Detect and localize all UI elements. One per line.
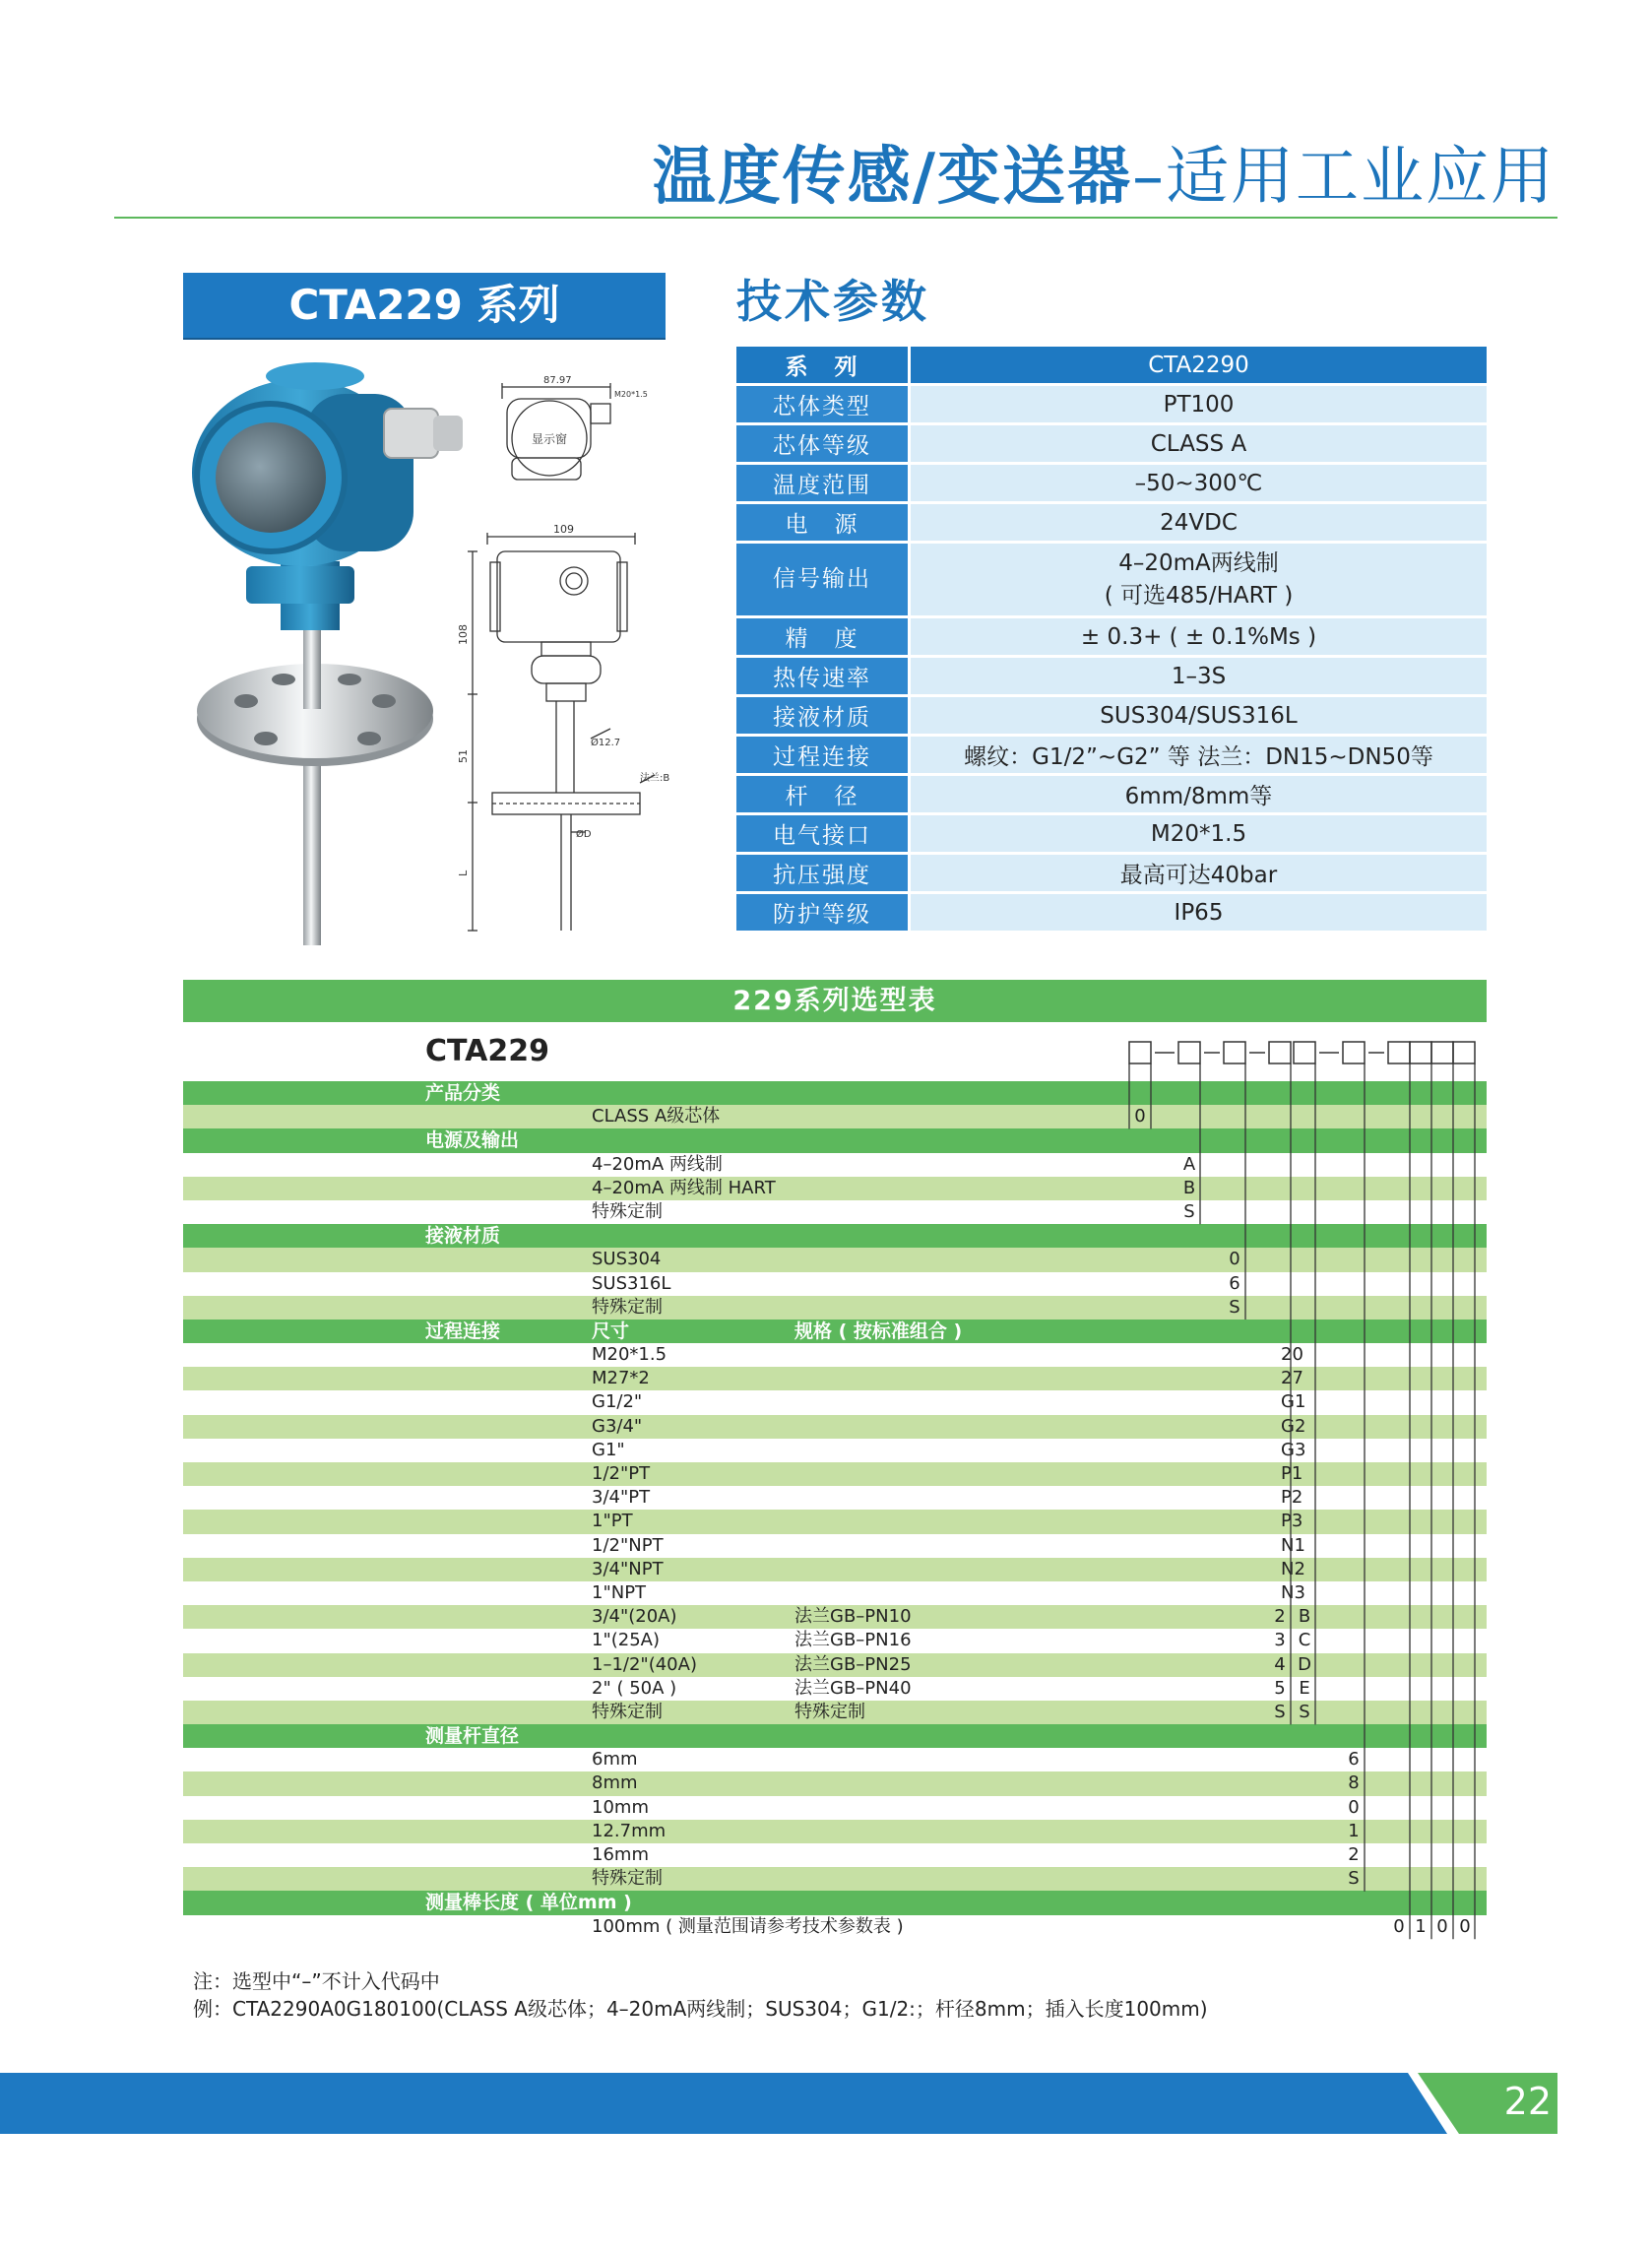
selection-code: P2: [1281, 1487, 1303, 1509]
tech-row: [736, 617, 1487, 657]
selection-c2: 4–20mA 两线制 HART: [592, 1177, 776, 1198]
selection-item-row: [183, 1915, 1487, 1939]
tech-row: [736, 347, 1487, 385]
selection-code: N1: [1281, 1534, 1305, 1556]
selection-c2: 3/4"NPT: [592, 1558, 664, 1579]
selection-item-row: [183, 1748, 1487, 1771]
selection-c3: 法兰GB–PN25: [794, 1653, 912, 1675]
title-light: –适用工业应用: [1132, 141, 1556, 214]
selection-code: G2: [1281, 1415, 1306, 1437]
tech-value: 24VDC: [910, 503, 1488, 543]
selection-item-row: [183, 1820, 1487, 1843]
selection-item-row: [183, 1558, 1487, 1581]
selection-code: 6: [1348, 1749, 1360, 1771]
selection-c2: SUS304: [592, 1249, 662, 1270]
tech-key: 芯体类型: [736, 385, 910, 424]
tech-key: 电气接口: [736, 814, 910, 854]
selection-c2: G1": [592, 1439, 625, 1460]
selection-code: E: [1299, 1677, 1310, 1699]
bracket-mark: [1178, 1042, 1200, 1063]
selection-code: 3: [1274, 1630, 1286, 1651]
selection-code: 2: [1348, 1844, 1360, 1865]
selection-c2: 特殊定制: [592, 1200, 663, 1222]
label-display: 显示窗: [532, 432, 568, 446]
tech-value: IP65: [910, 893, 1488, 933]
tech-row: [736, 854, 1487, 893]
bracket-mark: [1388, 1042, 1410, 1063]
selection-code: 20: [1281, 1344, 1303, 1366]
page-number: 22: [1503, 2080, 1552, 2123]
selection-c2: 100mm ( 测量范围请参考技术参数表 ): [592, 1915, 904, 1937]
selection-c2: 3/4"PT: [592, 1487, 651, 1509]
page-title: [653, 126, 1556, 217]
selection-c2: M27*2: [592, 1368, 650, 1389]
tech-value-line: ( 可选485/HART ): [1104, 582, 1294, 609]
selection-code: S: [1229, 1296, 1240, 1318]
selection-item-row: [183, 1462, 1487, 1486]
tech-value: [910, 543, 1488, 617]
bracket-mark: [1343, 1042, 1365, 1063]
bracket-mark: [1269, 1042, 1291, 1063]
selection-code: 0: [1436, 1915, 1448, 1937]
tech-row: [736, 543, 1487, 617]
selection-item-row: [183, 1272, 1487, 1296]
selection-item-row: [183, 1771, 1487, 1795]
selection-c2: 2" ( 50A ): [592, 1677, 677, 1699]
tech-key: 杆 径: [736, 775, 910, 814]
tech-value: CLASS A: [910, 424, 1488, 464]
selection-item-row: [183, 1486, 1487, 1510]
selection-code: S: [1348, 1868, 1360, 1890]
tech-row: [736, 736, 1487, 775]
selection-c1: 产品分类: [425, 1082, 501, 1104]
selection-code: A: [1182, 1153, 1196, 1175]
dim-l: L: [457, 869, 470, 876]
selection-c2: 1"(25A): [592, 1630, 660, 1651]
selection-c1: 电源及输出: [425, 1129, 520, 1152]
selection-c2: 12.7mm: [592, 1820, 667, 1841]
selection-c2: 1/2"PT: [592, 1463, 651, 1484]
title-bold: 温度传感/变送器: [652, 141, 1132, 214]
selection-code: 0: [1348, 1796, 1360, 1818]
tech-value: SUS304/SUS316L: [910, 696, 1488, 736]
selection-c3: 法兰GB–PN40: [794, 1677, 912, 1699]
selection-c3: 规格 ( 按标准组合 ): [794, 1320, 963, 1342]
selection-item-row: [183, 1581, 1487, 1605]
dim-thread: M20*1.5: [614, 390, 648, 399]
selection-c3: 法兰GB–PN10: [794, 1606, 912, 1628]
selection-c2: G3/4": [592, 1415, 643, 1437]
dim-top: 87.97: [543, 375, 572, 386]
tech-parameter-table: [736, 347, 1487, 934]
selection-c2: SUS316L: [592, 1272, 671, 1294]
tech-row: [736, 503, 1487, 543]
selection-code: N2: [1281, 1558, 1305, 1579]
selection-item-row: [183, 1534, 1487, 1558]
selection-item-row: [183, 1701, 1487, 1724]
selection-item-row: [183, 1367, 1487, 1390]
selection-code: S: [1274, 1701, 1286, 1722]
tech-value: ± 0.3+ ( ± 0.1%Ms ): [910, 617, 1488, 657]
selection-code: 27: [1281, 1368, 1303, 1389]
tech-key: 芯体等级: [736, 424, 910, 464]
selection-code: D: [1298, 1653, 1311, 1675]
tech-key: 抗压强度: [736, 854, 910, 893]
selection-category-row: [183, 1724, 1487, 1748]
note-line-2: 例：CTA2290A0G180100(CLASS A级芯体；4–20mA两线制；SUS304；G1/2:；杆径8mm；插入长度100mm): [193, 1997, 1208, 2021]
dim-rod: Ø12.7: [591, 738, 621, 748]
bracket-mark: [1410, 1042, 1431, 1063]
dim-neck: 51: [457, 749, 470, 763]
selection-code: S: [1183, 1200, 1195, 1222]
selection-c2: 10mm: [592, 1796, 649, 1818]
selection-c2: 尺寸: [592, 1320, 630, 1342]
selection-c2: 3/4"(20A): [592, 1606, 677, 1628]
selection-item-row: [183, 1343, 1487, 1367]
selection-item-row: [183, 1796, 1487, 1820]
selection-c2: 特殊定制: [592, 1296, 663, 1318]
selection-item-row: [183, 1510, 1487, 1533]
tech-key: 防护等级: [736, 893, 910, 933]
selection-category-row: [183, 1128, 1487, 1152]
selection-c1: 过程连接: [425, 1320, 501, 1342]
tech-value: 1–3S: [910, 657, 1488, 696]
selection-c2: 特殊定制: [592, 1868, 663, 1890]
selection-item-row: [183, 1843, 1487, 1867]
dim-height: 108: [457, 624, 470, 645]
selection-item-row: [183, 1629, 1487, 1652]
product-photo: [187, 354, 473, 945]
tech-heading: 技术参数: [736, 275, 929, 328]
note-line-1: 注：选型中“–”不计入代码中: [193, 1969, 440, 1993]
selection-code: N3: [1281, 1581, 1305, 1603]
selection-c2: 6mm: [592, 1749, 638, 1771]
selection-code: S: [1299, 1701, 1310, 1722]
title-rule: [114, 217, 1557, 219]
selection-item-row: [183, 1153, 1487, 1177]
selection-code: 4: [1274, 1653, 1286, 1675]
selection-code: 6: [1229, 1272, 1240, 1294]
bracket-mark: [1431, 1042, 1453, 1063]
dimension-drawing: [453, 369, 674, 940]
tech-key: 过程连接: [736, 736, 910, 775]
selection-item-row: [183, 1653, 1487, 1677]
selection-code: 0: [1134, 1106, 1146, 1127]
selection-c2: CLASS A级芯体: [592, 1106, 721, 1127]
selection-code: 8: [1348, 1772, 1360, 1794]
selection-item-row: [183, 1415, 1487, 1439]
selection-category-row: [183, 1224, 1487, 1248]
dim-width: 109: [553, 523, 574, 536]
selection-item-row: [183, 1390, 1487, 1414]
selection-code: 5: [1274, 1677, 1286, 1699]
selection-c1: 接液材质: [425, 1225, 501, 1248]
tech-value: 螺纹：G1/2”~G2” 等 法兰：DN15~DN50等: [910, 736, 1488, 775]
tech-row: [736, 464, 1487, 503]
tech-key: 系 列: [736, 347, 910, 385]
tech-value: 6mm/8mm等: [910, 775, 1488, 814]
selection-item-row: [183, 1105, 1487, 1128]
selection-category-row: [183, 1891, 1487, 1914]
tech-value: –50~300℃: [910, 464, 1488, 503]
selection-code: 0: [1229, 1249, 1240, 1270]
series-badge: CTA229 系列: [183, 273, 666, 338]
tech-row: [736, 775, 1487, 814]
selection-item-row: [183, 1177, 1487, 1200]
tech-key: 热传速率: [736, 657, 910, 696]
selection-c2: 1"PT: [592, 1511, 633, 1532]
tech-key: 精 度: [736, 617, 910, 657]
bracket-mark: [1224, 1042, 1245, 1063]
selection-code: 1: [1415, 1915, 1427, 1937]
tech-value: PT100: [910, 385, 1488, 424]
selection-banner: 229系列选型表: [183, 980, 1487, 1022]
selection-c1: 测量棒长度 ( 单位mm ): [425, 1892, 632, 1914]
tech-value-line: 4–20mA两线制: [1118, 549, 1279, 576]
selection-c2: 4–20mA 两线制: [592, 1153, 723, 1175]
selection-code: C: [1298, 1630, 1311, 1651]
selection-c2: 特殊定制: [592, 1701, 663, 1722]
selection-code: 0: [1459, 1915, 1471, 1937]
selection-category-row: [183, 1081, 1487, 1105]
tech-row: [736, 696, 1487, 736]
selection-c2: M20*1.5: [592, 1344, 667, 1366]
selection-item-row: [183, 1248, 1487, 1271]
selection-item-row: [183, 1439, 1487, 1462]
selection-c2: 16mm: [592, 1844, 649, 1865]
dim-flange: 法兰:B: [640, 773, 670, 784]
selection-code: B: [1298, 1606, 1311, 1628]
selection-code: P3: [1281, 1511, 1303, 1532]
tech-key: 接液材质: [736, 696, 910, 736]
selection-item-row: [183, 1296, 1487, 1320]
bracket-mark: [1129, 1042, 1151, 1063]
selection-code: P1: [1281, 1463, 1303, 1484]
tech-row: [736, 424, 1487, 464]
selection-code: G1: [1281, 1391, 1306, 1413]
tech-row: [736, 814, 1487, 854]
tech-key: 温度范围: [736, 464, 910, 503]
selection-code: 0: [1393, 1915, 1405, 1937]
selection-category-row: [183, 1320, 1487, 1343]
selection-c2: 8mm: [592, 1772, 638, 1794]
selection-c2: 1"NPT: [592, 1581, 647, 1603]
tech-value: 最高可达40bar: [910, 854, 1488, 893]
bracket-mark: [1294, 1042, 1315, 1063]
selection-c2: 1/2"NPT: [592, 1534, 664, 1556]
selection-code: B: [1182, 1177, 1196, 1198]
selection-table: [183, 1081, 1487, 1939]
dim-d: ØD: [576, 829, 592, 840]
footer-bar: [0, 2073, 1557, 2134]
tech-value: CTA2290: [910, 347, 1488, 385]
selection-item-row: [183, 1677, 1487, 1701]
selection-model: CTA229: [425, 1034, 549, 1068]
selection-item-row: [183, 1867, 1487, 1891]
selection-c1: 测量杆直径: [425, 1725, 520, 1748]
selection-item-row: [183, 1200, 1487, 1224]
tech-value: M20*1.5: [910, 814, 1488, 854]
selection-code: 2: [1274, 1606, 1286, 1628]
selection-item-row: [183, 1605, 1487, 1629]
tech-row: [736, 893, 1487, 933]
tech-key: 电 源: [736, 503, 910, 543]
selection-code: G3: [1281, 1439, 1306, 1460]
bracket-mark: [1453, 1042, 1475, 1063]
notes: [193, 1967, 1208, 2023]
selection-c3: 法兰GB–PN16: [794, 1630, 912, 1651]
selection-code: 1: [1348, 1820, 1360, 1841]
selection-c3: 特殊定制: [794, 1701, 865, 1722]
tech-key: 信号输出: [736, 543, 910, 617]
tech-row: [736, 657, 1487, 696]
selection-c2: 1–1/2"(40A): [592, 1653, 697, 1675]
selection-c2: G1/2": [592, 1391, 643, 1413]
tech-row: [736, 385, 1487, 424]
